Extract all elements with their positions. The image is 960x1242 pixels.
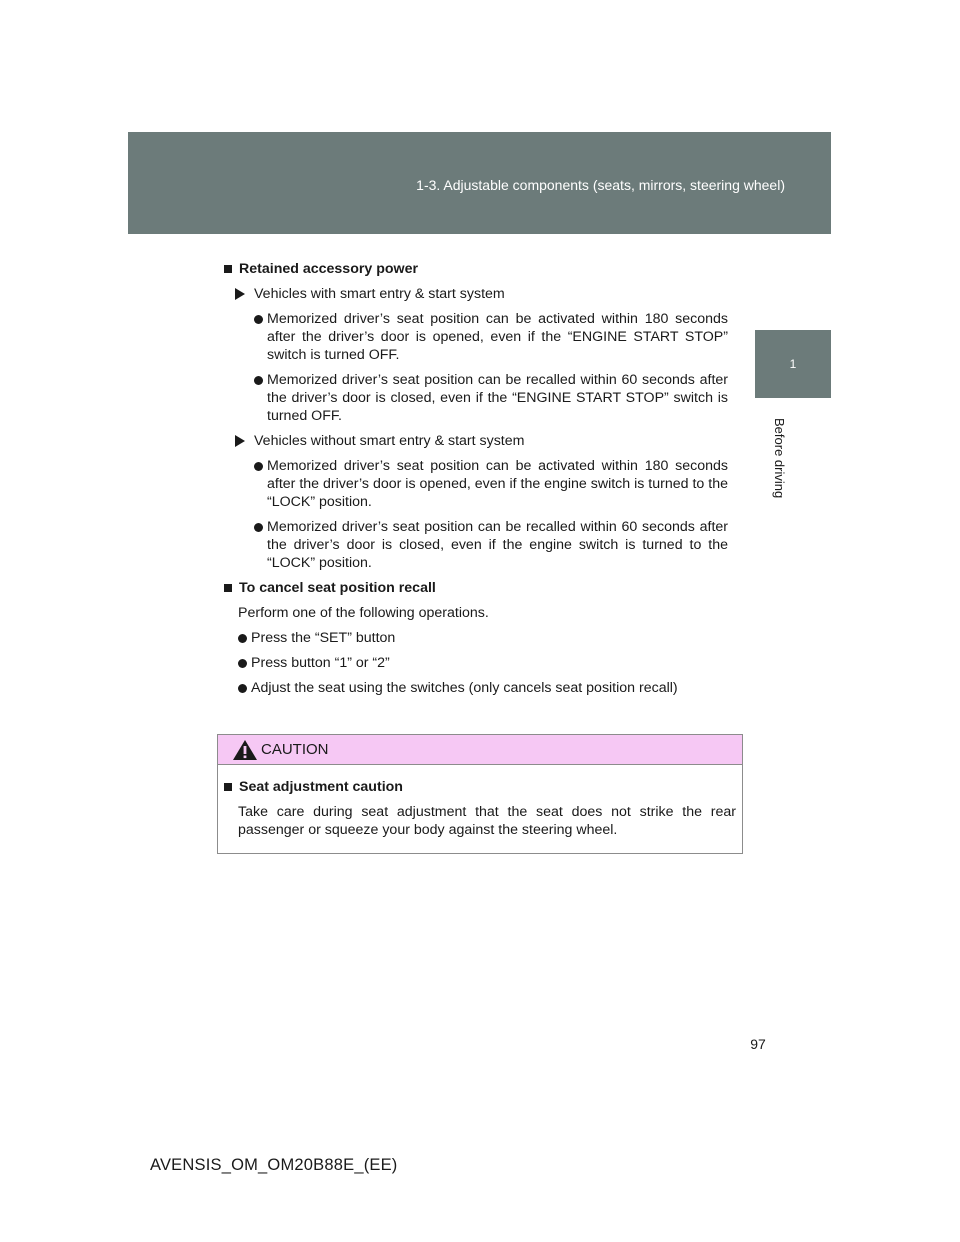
list-item: Press button “1” or “2” bbox=[238, 654, 728, 672]
smart-entry-subheading: Vehicles with smart entry & start system bbox=[235, 285, 728, 303]
list-item: Adjust the seat using the switches (only cancels seat position recall) bbox=[238, 679, 728, 697]
triangle-pointer-icon bbox=[235, 288, 245, 300]
caution-label: CAUTION bbox=[261, 741, 329, 758]
cancel-recall-heading: To cancel seat position recall bbox=[224, 579, 728, 597]
no-smart-entry-subheading: Vehicles without smart entry & start system bbox=[235, 432, 728, 450]
square-bullet-icon bbox=[224, 783, 232, 791]
page-number: 97 bbox=[750, 1036, 766, 1052]
caution-text: Take care during seat adjustment that the seat does not strike the rear passenger or squeeze your body against the steering wheel. bbox=[238, 804, 736, 838]
list-item: Press the “SET” button bbox=[238, 629, 728, 647]
square-bullet-icon bbox=[224, 584, 232, 592]
round-bullet-icon bbox=[254, 376, 263, 385]
list-item: Memorized driver’s seat position can be activated within 180 seconds after the driver’s door is opened, even if the engine switch is turned to the “LOCK” position. bbox=[254, 457, 728, 511]
round-bullet-icon bbox=[238, 684, 247, 693]
round-bullet-icon bbox=[238, 659, 247, 668]
section-header-band bbox=[128, 132, 831, 234]
list-item: Memorized driver’s seat position can be recalled within 60 seconds after the driver’s door is closed, even if the “ENGINE START STOP” switch is turned OFF. bbox=[254, 371, 728, 425]
square-bullet-icon bbox=[224, 265, 232, 273]
main-content bbox=[224, 260, 728, 704]
round-bullet-icon bbox=[254, 523, 263, 532]
caution-header bbox=[218, 735, 742, 765]
chapter-label bbox=[772, 418, 803, 499]
list-item: Memorized driver’s seat position can be activated within 180 seconds after the driver’s door is opened, even if the “ENGINE START STOP” switch is turned OFF. bbox=[254, 310, 728, 364]
warning-triangle-icon bbox=[232, 739, 258, 761]
round-bullet-icon bbox=[254, 462, 263, 471]
triangle-pointer-icon bbox=[235, 435, 245, 447]
round-bullet-icon bbox=[238, 634, 247, 643]
chapter-tab bbox=[755, 330, 831, 398]
section-title: 1-3. Adjustable components (seats, mirrors, steering wheel) bbox=[416, 177, 785, 193]
chapter-number: 1 bbox=[789, 357, 797, 371]
round-bullet-icon bbox=[254, 315, 263, 324]
retained-accessory-heading: Retained accessory power bbox=[224, 260, 728, 278]
caution-heading: Seat adjustment caution bbox=[224, 778, 736, 796]
list-item: Memorized driver’s seat position can be recalled within 60 seconds after the driver’s door is closed, even if the engine switch is turned to the “LOCK” position. bbox=[254, 518, 728, 572]
caution-body bbox=[218, 765, 742, 839]
chapter-label-text: Before driving bbox=[772, 418, 787, 499]
caution-box bbox=[217, 734, 743, 854]
cancel-intro: Perform one of the following operations. bbox=[238, 605, 489, 621]
document-code: AVENSIS_OM_OM20B88E_(EE) bbox=[150, 1156, 398, 1174]
